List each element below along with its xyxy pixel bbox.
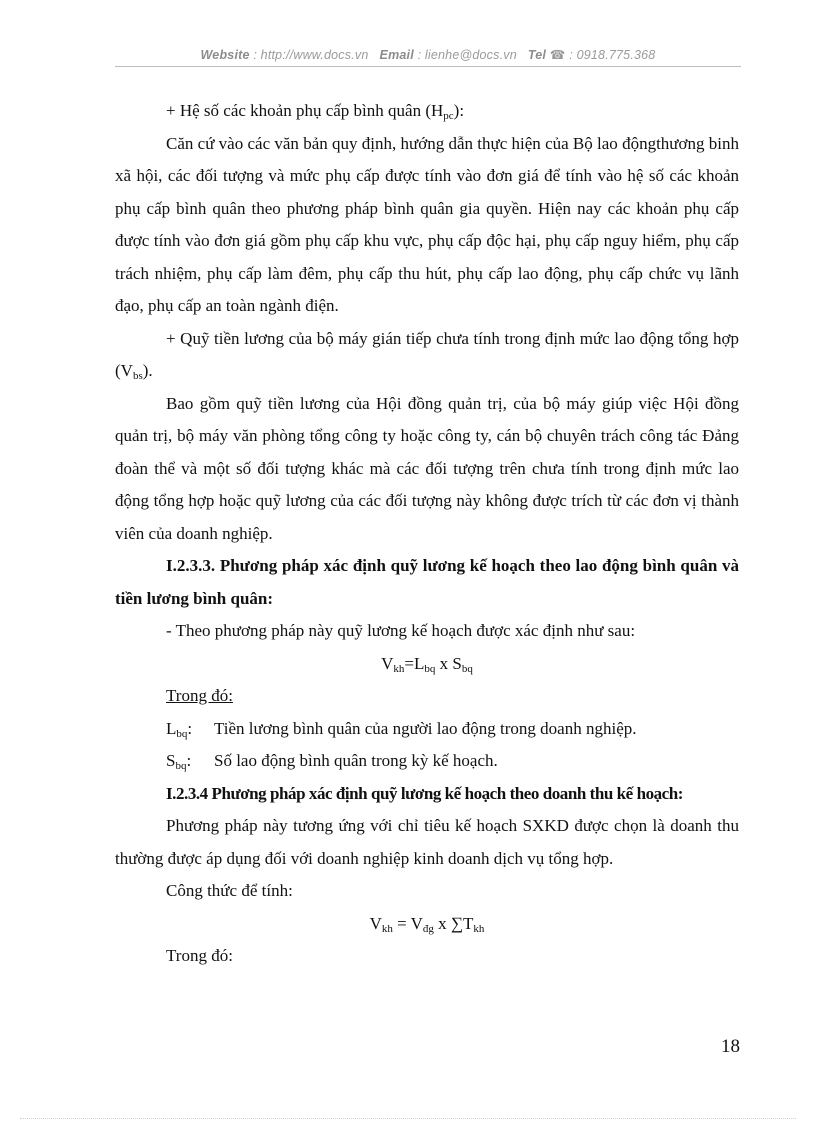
text: L	[166, 718, 177, 738]
document-body	[115, 95, 739, 973]
tel-label: Tel	[527, 48, 547, 62]
page-header	[115, 47, 741, 62]
where-label-2: Trong đó:	[166, 946, 233, 965]
subscript: pc	[443, 110, 454, 122]
phone-icon: ☎	[549, 48, 566, 62]
tel-value: : 0918.775.368	[569, 48, 656, 62]
subscript: bq	[461, 662, 473, 675]
text: x S	[435, 653, 462, 673]
email-value[interactable]: : lienhe@docs.vn	[417, 48, 517, 62]
text: :	[186, 751, 192, 770]
subscript: bq	[424, 662, 436, 675]
paragraph-indirect-fund: Bao gồm quỹ tiền lương của Hội đồng quản trị, của bộ máy giúp việc Hội đồng quản trị, bộ máy văn phòng tổng công ty hoặc công ty, cán bộ chuyên trách công tác Đảng đoàn thể và một số đối tượng khác mà các đối tượng trên chưa tính trong định mức lao động tổng hợp hoặc quỹ lương của các đối tượng này không được trích từ các đơn vị thành viên của doanh nghiệp.	[115, 393, 739, 543]
section-heading-1-2-3-3: I.2.3.3. Phương pháp xác định quỹ lương kế hoạch theo lao động bình quân và tiền lương bình quân:	[115, 556, 739, 608]
where-label-1	[115, 680, 739, 713]
section-heading-1-2-3-4: I.2.3.4 Phương pháp xác định quỹ lương kế hoạch theo doanh thu kế hoạch:	[166, 783, 683, 803]
page-number: 18	[721, 1036, 740, 1057]
formula-1	[115, 648, 739, 681]
text: V	[381, 653, 394, 673]
text: = V	[392, 913, 423, 933]
subscript: bs	[132, 370, 143, 382]
definition-desc: Số lao động bình quân trong kỳ kế hoạch.	[214, 751, 498, 770]
subscript: bq	[175, 760, 187, 772]
formula-2	[115, 908, 739, 941]
text: =L	[404, 653, 425, 673]
definition-lbq	[115, 713, 739, 746]
subscript: kh	[381, 922, 393, 935]
method-intro: - Theo phương pháp này quỹ lương kế hoạch được xác định như sau:	[166, 621, 636, 640]
text: x ∑T	[433, 913, 474, 933]
text: V	[369, 913, 382, 933]
definition-sbq	[115, 745, 739, 778]
text: + Quỹ tiền lương của bộ máy gián tiếp chưa tính trong định mức lao động tổng hợp (V	[115, 328, 739, 380]
paragraph-revenue-method: Phương pháp này tương ứng với chỉ tiêu kế hoạch SXKD được chọn là doanh thu thường được áp dụng đối với doanh nghiệp kinh doanh dịch vụ tổng hợp.	[115, 816, 739, 868]
website-url[interactable]: : http://www.docs.vn	[253, 48, 369, 62]
text: Trong đó:	[166, 686, 233, 705]
email-label: Email	[379, 48, 414, 62]
definition-term	[166, 745, 214, 778]
subscript: kh	[393, 662, 405, 675]
formula-intro: Công thức để tính:	[166, 881, 293, 900]
definition-term	[166, 713, 214, 746]
subscript: bq	[176, 727, 188, 740]
paragraph-allowances: Căn cứ vào các văn bản quy định, hướng dẫn thực hiện của Bộ lao độngthương binh xã hội, các đối tượng và mức phụ cấp được tính vào đơn giá để tính vào hệ số các khoản phụ cấp bình quân theo phương pháp bình quân gia quyền. Hiện nay các khoản phụ cấp được tính vào đơn giá gồm phụ cấp khu vực, phụ cấp độc hại, phụ cấp nguy hiểm, phụ cấp trách nhiệm, phụ cấp làm đêm, phụ cấp thu hút, phụ cấp lao động, phụ cấp chức vụ lãnh đạo, phụ cấp an toàn ngành điện.	[115, 133, 739, 315]
page-bottom-border	[20, 1118, 796, 1119]
header-divider	[115, 66, 741, 67]
indirect-fund-heading	[115, 323, 739, 388]
text: ):	[453, 101, 465, 120]
text: :	[187, 718, 193, 738]
text: S	[166, 751, 176, 770]
subscript: đg	[422, 922, 434, 935]
definition-desc: Tiền lương bình quân của người lao động trong doanh nghiệp.	[214, 718, 637, 738]
allowance-coefficient-heading	[115, 95, 739, 128]
text: ).	[142, 361, 153, 380]
website-label: Website	[200, 48, 250, 62]
subscript: kh	[473, 922, 485, 935]
text: + Hệ số các khoản phụ cấp bình quân (H	[166, 101, 444, 120]
